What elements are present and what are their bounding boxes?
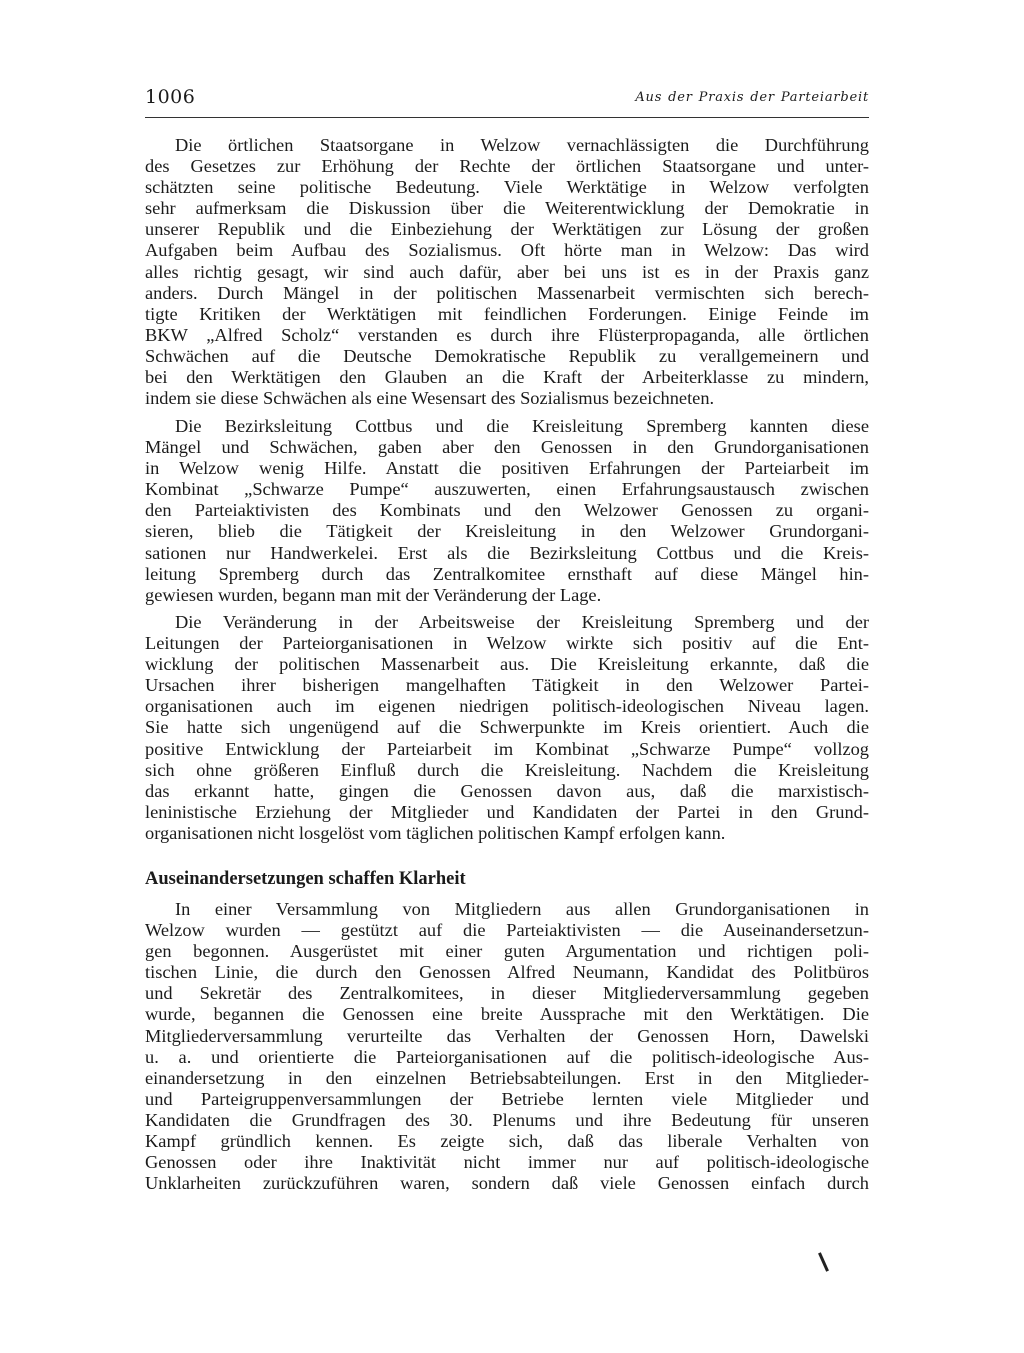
text-line: gewiesen wurden, begann man mit der Veränderung der Lage. xyxy=(145,584,602,605)
text-line: das erkannt hatte, gingen die Genossen davon aus, daß die marxistisch- xyxy=(145,780,869,801)
text-line: einandersetzung in den einzelnen Betriebsabteilungen. Erst in den Mitglieder- xyxy=(145,1067,869,1088)
text-line: unserer Republik und die Einbeziehung der Werktätigen zur Lösung der großen xyxy=(145,219,869,240)
text-line: sieren, blieb die Tätigkeit der Kreisleitung in den Welzower Grundorgani- xyxy=(145,521,869,542)
text-line: in Welzow wenig Hilfe. Anstatt die positiven Erfahrungen der Parteiarbeit im xyxy=(145,458,869,479)
text-line: Genossen oder ihre Inaktivität nicht immer nur auf politisch-ideologische xyxy=(145,1152,869,1173)
paragraph xyxy=(145,135,869,409)
text-line: anders. Durch Mängel in der politischen Massenarbeit vermischten sich berech- xyxy=(145,282,869,303)
text-line: sich ohne größeren Einfluß durch die Kreisleitung. Nachdem die Kreisleitung xyxy=(145,759,869,780)
text-line: organisationen nicht losgelöst vom täglichen politischen Kampf erfolgen kann. xyxy=(145,822,726,843)
text-line: alles richtig gesagt, wir sind auch dafür, aber bei uns ist es in der Praxis ganz xyxy=(145,261,869,282)
text-line: tischen Linie, die durch den Genossen Alfred Neumann, Kandidat des Politbüros xyxy=(145,962,869,983)
text-line: u. a. und orientierte die Parteiorganisationen auf die politisch-ideologische Aus- xyxy=(145,1046,869,1067)
text-line: BKW „Alfred Scholz“ verstanden es durch ihre Flüsterpropaganda, alle örtlichen xyxy=(145,324,869,345)
header-rule xyxy=(145,117,869,118)
text-line: Kandidaten die Grundfragen des 30. Plenums und ihre Bedeutung für unseren xyxy=(145,1109,869,1130)
page-number: 1006 xyxy=(145,86,196,108)
text-line: Kampf gründlich kennen. Es zeigte sich, daß das liberale Verhalten von xyxy=(145,1131,869,1152)
text-line: Die Veränderung in der Arbeitsweise der Kreisleitung Spremberg und der xyxy=(175,612,869,632)
text-line: Schwächen auf die Deutsche Demokratische Republik zu verallgemeinern und xyxy=(145,345,869,366)
text-line: sationen nur Handwerkelei. Erst als die Bezirksleitung Cottbus und die Kreis- xyxy=(145,542,869,563)
text-line: indem sie diese Schwächen als eine Wesensart des Sozialismus bezeichneten. xyxy=(145,388,715,409)
text-line: und Sekretär des Zentralkomitees, in dieser Mitgliederversammlung gegeben xyxy=(145,983,869,1004)
text-line: bei den Werktätigen den Glauben an die Kraft der Arbeiterklasse zu mindern, xyxy=(145,367,869,388)
text-line: Leitungen der Parteiorganisationen in Welzow wirkte sich positiv auf die Ent- xyxy=(145,633,869,654)
text-line: schätzten seine politische Bedeutung. Viele Werktätige in Welzow verfolgten xyxy=(145,177,869,198)
text-line: Unklarheiten zurückzuführen waren, sondern daß viele Genossen einfach durch xyxy=(145,1173,869,1194)
text-line: sehr aufmerksam die Diskussion über die Weiterentwicklung der Demokratie in xyxy=(145,198,869,219)
text-line: leninistische Erziehung der Mitglieder und Kandidaten der Partei in den Grund- xyxy=(145,801,869,822)
running-head: Aus der Praxis der Parteiarbeit xyxy=(635,90,869,105)
text-line: Die Bezirksleitung Cottbus und die Kreisleitung Spremberg kannten diese xyxy=(175,416,869,436)
paragraph xyxy=(145,416,869,606)
text-line: Ursachen ihrer bisherigen mangelhaften Tätigkeit in den Welzower Partei- xyxy=(145,675,869,696)
text-line: positive Entwicklung der Parteiarbeit im Kombinat „Schwarze Pumpe“ vollzog xyxy=(145,738,869,759)
text-line: tigte Kritiken der Werktätigen mit feindlichen Forderungen. Einige Feinde im xyxy=(145,303,869,324)
section-heading: Auseinandersetzungen schaffen Klarheit xyxy=(145,869,466,889)
page-header xyxy=(145,86,869,116)
text-line: Die örtlichen Staatsorgane in Welzow vernachlässigten die Durchführung xyxy=(175,135,869,155)
text-line: Aufgaben beim Aufbau des Sozialismus. Oft hörte man in Welzow: Das wird xyxy=(145,240,869,261)
text-line: gen begonnen. Ausgerüstet mit einer guten Argumentation und richtigen poli- xyxy=(145,941,869,962)
text-line: organisationen auch im eigenen niedrigen politisch-ideologischen Niveau lagen. xyxy=(145,696,869,717)
text-line: Kombinat „Schwarze Pumpe“ auszuwerten, einen Erfahrungsaustausch zwischen xyxy=(145,479,869,500)
text-line: leitung Spremberg durch das Zentralkomitee ernsthaft auf diese Mängel hin- xyxy=(145,563,869,584)
text-line: wicklung der politischen Massenarbeit aus. Die Kreisleitung erkannte, daß die xyxy=(145,654,869,675)
text-line: Mitgliederversammlung verurteilte das Verhalten der Genossen Horn, Dawelski xyxy=(145,1025,869,1046)
scan-mark xyxy=(818,1252,829,1271)
text-line: Welzow wurden — gestützt auf die Parteiaktivisten — die Auseinandersetzun- xyxy=(145,920,869,941)
paragraph xyxy=(145,899,869,1194)
text-line: Mängel und Schwächen, gaben aber den Genossen in den Grundorganisationen xyxy=(145,437,869,458)
text-line: In einer Versammlung von Mitgliedern aus allen Grundorganisationen in xyxy=(175,899,869,919)
text-line: und Parteigruppenversammlungen der Betriebe lernten viele Mitglieder und xyxy=(145,1088,869,1109)
text-line: wurde, begannen die Genossen eine breite Aussprache mit den Werktätigen. Die xyxy=(145,1004,869,1025)
paragraph xyxy=(145,612,869,844)
text-line: den Parteiaktivisten des Kombinats und den Welzower Genossen zu organi- xyxy=(145,500,869,521)
text-line: Sie hatte sich ungenügend auf die Schwerpunkte im Kreis orientiert. Auch die xyxy=(145,717,869,738)
text-line: des Gesetzes zur Erhöhung der Rechte der örtlichen Staatsorgane und unter- xyxy=(145,156,869,177)
